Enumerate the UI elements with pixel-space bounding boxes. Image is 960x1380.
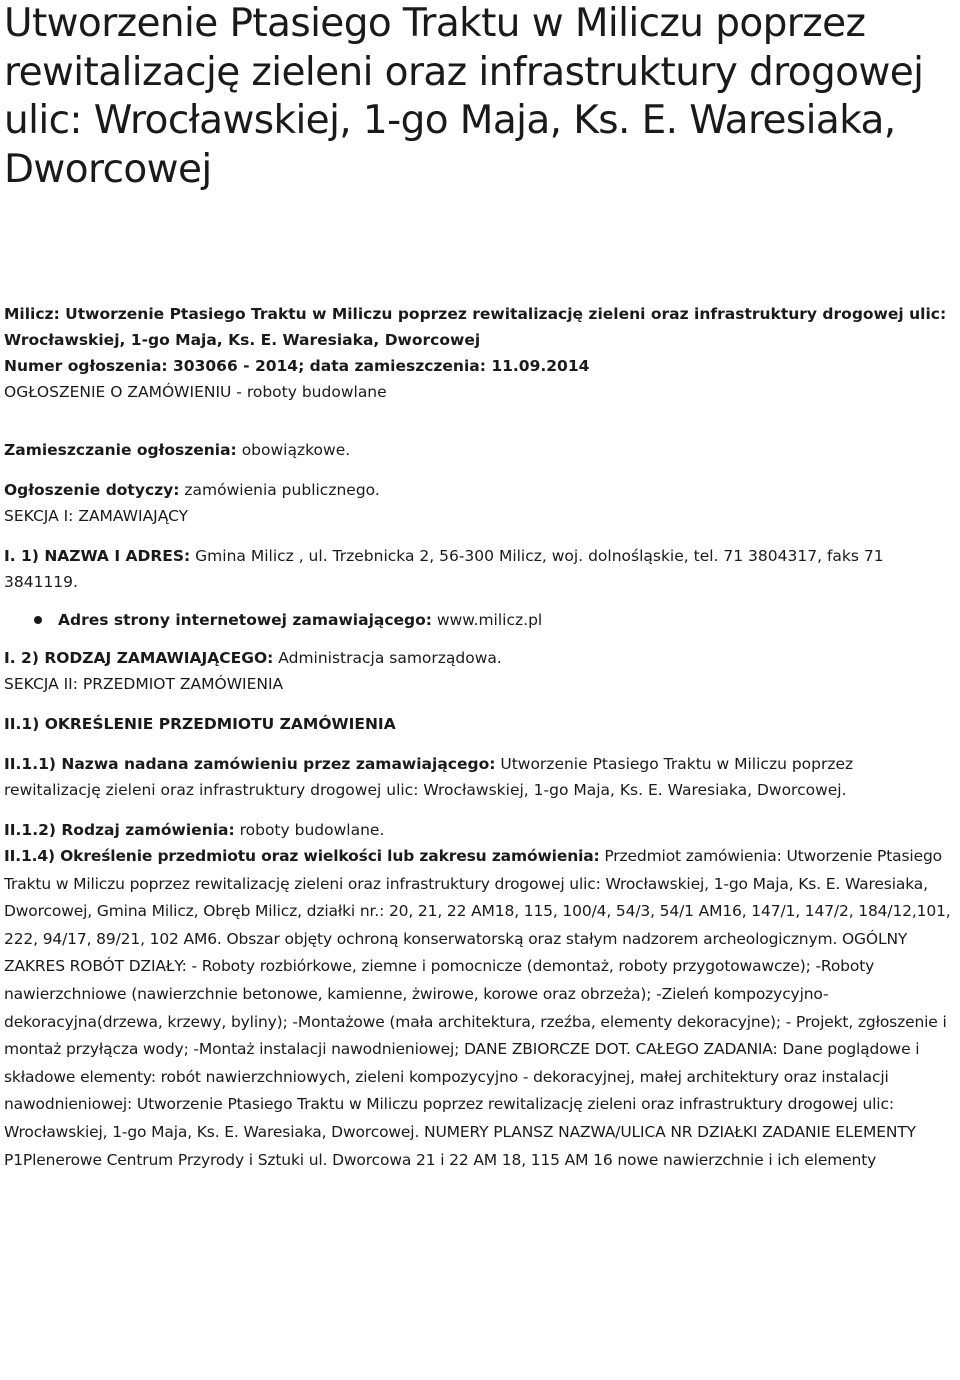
- address-label: I. 1) NAZWA I ADRES:: [4, 547, 191, 565]
- placement-label: Zamieszczanie ogłoszenia:: [4, 441, 237, 459]
- document-page: [4, 0, 954, 1174]
- notice-header-line: Milicz: Utworzenie Ptasiego Traktu w Miliczu poprzez rewitalizację zieleni oraz infrastruktury drogowej ulic: Wrocławskiej, 1-go Maja, Ks. E. Waresiaka, Dworcowej: [4, 305, 947, 349]
- authority-type-line: [4, 645, 952, 671]
- contract-name-label: II.1.1) Nazwa nadana zamówieniu przez zamawiającego:: [4, 755, 496, 773]
- contract-kind-label: II.1.2) Rodzaj zamówienia:: [4, 821, 235, 839]
- address-value: Gmina Milicz , ul. Trzebnicka 2, 56-300 Milicz, woj. dolnośląskie, tel. 71 3804317, faks 71 3841119.: [4, 547, 884, 591]
- contract-name-line: [4, 751, 952, 803]
- bullet-dot-icon: [34, 616, 42, 624]
- notice-number: Numer ogłoszenia: 303066 - 2014; data zamieszczenia: 11.09.2014: [4, 357, 590, 375]
- website-value[interactable]: www.milicz.pl: [432, 611, 543, 629]
- contract-scope-paragraph: [4, 843, 952, 1174]
- section-2-title: SEKCJA II: PRZEDMIOT ZAMÓWIENIA: [4, 675, 284, 693]
- authority-type-label: I. 2) RODZAJ ZAMAWIAJĄCEGO:: [4, 649, 274, 667]
- contract-scope-value: Przedmiot zamówienia: Utworzenie Ptasiego Traktu w Miliczu poprzez rewitalizację zieleni oraz infrastruktury drogowej ulic: Wrocławskiej, 1-go Maja, Ks. E. Waresiaka, Dworcowej, Gmina Milicz, Obręb Milicz, działki nr.: 20, 21, 22 AM18, 115, 100/4, 54/3, 54/1 AM16, 147/1, 147/2, 184/12,101, 222, 94/17, 89/21, 102 AM6. Obszar objęty ochroną konserwatorską oraz stałym nadzorem archeologicznym. OGÓLNY ZAKRES ROBÓT DZIAŁY: - Roboty rozbiórkowe, ziemne i pomocnicze (demontaż, roboty przygotowawcze); -Roboty nawierzchniowe (nawierzchnie betonowe, kamienne, żwirowe, korowe oraz obrzeża); -Zieleń kompozycyjno-dekoracyjna(drzewa, krzewy, byliny); -Montażowe (mała architektura, rzeźba, elementy dekoracyjne); - Projekt, zgłoszenie i montaż przyłącza wody; -Montaż instalacji nawodnieniowej; DANE ZBIORCZE DOT. CAŁEGO ZADANIA: Dane poglądowe i składowe elementy: robót nawierzchniowych, zieleni kompozycyjno - dekoracyjnej, małej architektury oraz instalacji nawodnieniowej: Utworzenie Ptasiego Traktu w Miliczu poprzez rewitalizację zieleni oraz infrastruktury drogowej ulic: Wrocławskiej, 1-go Maja, Ks. E. Waresiaka, Dworcowej. NUMERY PLANSZ NAZWA/ULICA NR DZIAŁKI ZADANIE ELEMENTY P1Plenerowe Centrum Przyrody i Sztuki ul. Dworcowa 21 i 22 AM 18, 115 AM 16 nowe nawierzchnie i ich elementy: [4, 847, 951, 1169]
- contract-name-value: Utworzenie Ptasiego Traktu w Miliczu poprzez rewitalizację zieleni oraz infrastruktury drogowej ulic: Wrocławskiej, 1-go Maja, Ks. E. Waresiaka, Dworcowej.: [4, 755, 854, 799]
- website-label: Adres strony internetowej zamawiającego:: [58, 611, 432, 629]
- concerns-label: Ogłoszenie dotyczy:: [4, 481, 180, 499]
- contract-kind-line: [4, 817, 952, 843]
- document-title: Utworzenie Ptasiego Traktu w Miliczu poprzez rewitalizację zieleni oraz infrastruktury drogowej ulic: Wrocławskiej, 1-go Maja, Ks. E. Waresiaka, Dworcowej: [4, 1, 924, 192]
- section-1-title: SEKCJA I: ZAMAWIAJĄCY: [4, 507, 189, 525]
- contract-kind-value: roboty budowlane.: [234, 821, 385, 839]
- notice-header: [4, 301, 949, 379]
- website-item: [4, 607, 954, 633]
- contracting-authority-address: [4, 543, 952, 595]
- contract-scope-label: II.1.4) Określenie przedmiotu oraz wielkości lub zakresu zamówienia:: [4, 847, 600, 865]
- concerns-line: [4, 477, 952, 503]
- notice-type: OGŁOSZENIE O ZAMÓWIENIU - roboty budowlane: [4, 383, 387, 401]
- concerns-value: zamówienia publicznego.: [179, 481, 380, 499]
- authority-type-value: Administracja samorządowa.: [273, 649, 502, 667]
- placement-line: [4, 437, 952, 463]
- section-2-subtitle: II.1) OKREŚLENIE PRZEDMIOTU ZAMÓWIENIA: [4, 715, 396, 733]
- placement-value: obowiązkowe.: [236, 441, 351, 459]
